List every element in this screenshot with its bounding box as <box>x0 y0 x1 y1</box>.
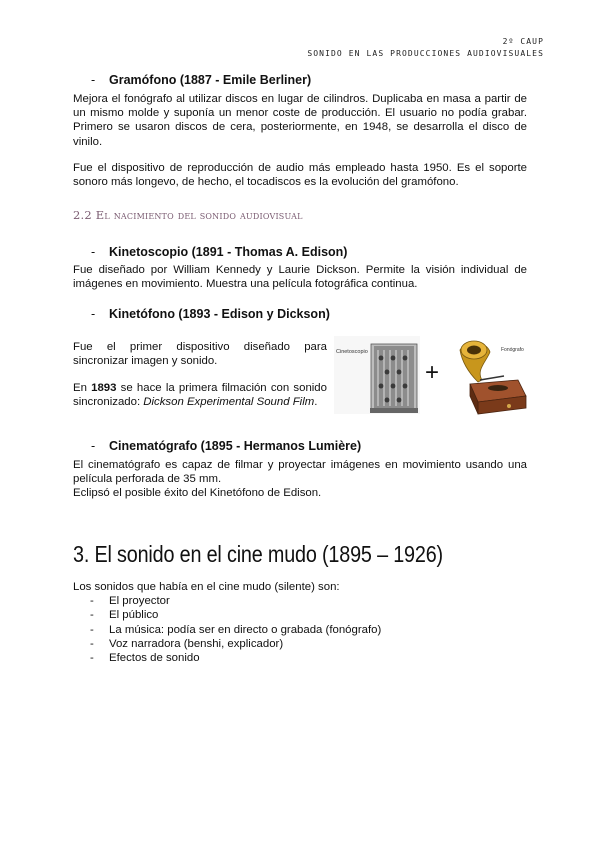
gramofono-heading <box>91 73 311 87</box>
list-item-text: El público <box>109 609 159 622</box>
kinetoscopio-paragraph: Fue diseñado por William Kennedy y Laurie Dickson. Permite la visión individual de imágenes en movimiento. Muestra una película fotográfica continua. <box>73 264 527 291</box>
fonografo-image <box>456 336 530 414</box>
bullet-dash: - <box>90 652 94 665</box>
list-item-text: Efectos de sonido <box>109 652 200 665</box>
kinetofono-paragraph-1: Fue el primer dispositivo diseñado para sincronizar imagen y sonido. <box>73 341 327 368</box>
bullet-dash: - <box>90 637 94 650</box>
plus-sign: + <box>425 359 440 386</box>
cinetoscopio-image <box>334 336 420 414</box>
bullet-dash: - <box>91 73 96 87</box>
kinetofono-figure <box>334 336 530 416</box>
sounds-intro: Los sonidos que había en el cine mudo (silente) son: <box>73 581 340 593</box>
header-course: 2º CAUP <box>502 37 544 46</box>
gramofono-title: Gramófono (1887 - Emile Berliner) <box>109 73 312 87</box>
cinematografo-heading <box>91 439 361 453</box>
gramofono-paragraph-2: Fue el dispositivo de reproducción de audio más empleado hasta 1950. Es el soporte sonoro más longevo, de hecho, el tocadiscos es la evolución del gramófono. <box>73 162 527 189</box>
kinetoscopio-title: Kinetoscopio (1891 - Thomas A. Edison) <box>109 245 348 259</box>
list-item-text: Voz narradora (benshi, explicador) <box>109 637 284 650</box>
bullet-dash: - <box>90 623 94 636</box>
list-item <box>73 637 381 651</box>
bullet-dash: - <box>91 307 96 321</box>
film-title: Dickson Experimental Sound Film <box>143 396 315 409</box>
list-item <box>73 623 381 637</box>
kinetoscopio-heading <box>91 245 347 259</box>
bullet-dash: - <box>90 609 94 622</box>
text-fragment: En <box>73 382 92 394</box>
header-subject: SONIDO EN LAS PRODUCCIONES AUDIOVISUALES <box>307 49 544 58</box>
page-header <box>307 36 544 60</box>
section-2-2-heading: 2.2 El nacimiento del sonido audiovisual <box>73 208 303 222</box>
fonografo-caption: Fonógrafo <box>501 347 524 353</box>
text-fragment: se hace la primera filmación con sonido sincronizado: <box>73 382 327 409</box>
sounds-list <box>73 580 381 665</box>
cinematografo-paragraph-1: El cinematógrafo es capaz de filmar y proyectar imágenes en movimiento usando una película perforada de 35 mm. <box>73 459 527 486</box>
cinematografo-title: Cinematógrafo (1895 - Hermanos Lumière) <box>109 439 362 453</box>
year-1893: 1893 <box>91 382 117 394</box>
list-item-text: La música: podía ser en directo o grabada (fonógrafo) <box>109 623 382 636</box>
bullet-dash: - <box>91 439 96 453</box>
bullet-dash: - <box>91 245 96 259</box>
list-item <box>73 608 381 622</box>
section-3-heading: 3. El sonido en el cine mudo (1895 – 1926) <box>73 541 443 567</box>
list-item <box>73 594 381 608</box>
kinetofono-heading <box>91 307 330 321</box>
kinetofono-title: Kinetófono (1893 - Edison y Dickson) <box>109 307 330 321</box>
kinetofono-paragraph-2 <box>73 381 327 409</box>
text-fragment: . <box>314 396 318 409</box>
list-item-text: El proyector <box>109 595 170 608</box>
cinematografo-paragraph-2: Eclipsó el posible éxito del Kinetófono de Edison. <box>73 487 322 499</box>
bullet-dash: - <box>90 595 94 608</box>
gramofono-paragraph-1: Mejora el fonógrafo al utilizar discos en lugar de cilindros. Duplicaba en masa a partir de un mismo molde y suponía un menor coste de producción. El usuario no podía grabar. Primero se usaron discos de cera, posteriormente, en 1948, se desarrolla el disco de vinilo. <box>73 93 527 148</box>
cinetoscopio-caption: Cinetoscopio <box>336 349 368 355</box>
list-item <box>73 651 381 665</box>
